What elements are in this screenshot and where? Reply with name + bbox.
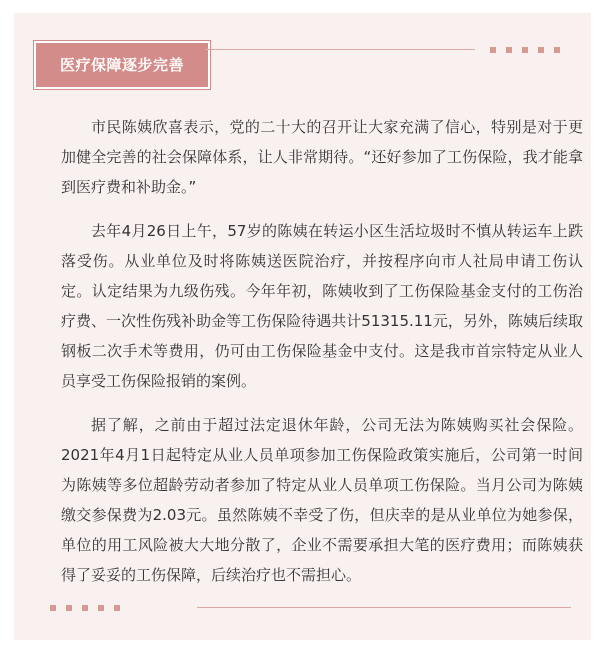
square-dot-icon [490,47,496,53]
paragraph-2: 去年4月26日上午，57岁的陈姨在转运小区生活垃圾时不慎从转运车上跌落受伤。从业单位及时将陈姨送医院治疗，并按程序向市人社局申请工伤认定。认定结果为九级伤残。今年年初，陈姨收到了工伤保险基金支付的工伤治疗费、一次性伤残补助金等工伤保险待遇共计51315.11元，另外，陈姨后续取钢板二次手术等费用，仍可由工伤保险基金中支付。这是我市首宗特定从业人员享受工伤保险报销的案例。 [61,222,583,390]
article-card [14,13,591,640]
square-dot-icon [98,605,104,611]
square-dot-icon [50,605,56,611]
paragraph-1: 市民陈姨欣喜表示，党的二十大的召开让大家充满了信心，特别是对于更加健全完善的社会保障体系，让人非常期待。“还好参加了工伤保险，我才能拿到医疗费和补助金。” [61,118,583,196]
title-divider-line [205,49,475,50]
square-dot-icon [114,605,120,611]
bottom-divider-line [197,607,571,608]
square-dot-icon [82,605,88,611]
article-body [61,112,583,604]
square-dot-icon [538,47,544,53]
decorative-dots-top [490,47,560,53]
paragraph-3: 据了解，之前由于超过法定退休年龄，公司无法为陈姨购买社会保险。2021年4月1日起特定从业人员单项参加工伤保险政策实施后，公司第一时间为陈姨等多位超龄劳动者参加了特定从业人员单项工伤保险。当月公司为陈姨缴交参保费为2.03元。虽然陈姨不幸受了伤，但庆幸的是从业单位为她参保，单位的用工风险被大大地分散了，企业不需要承担大笔的医疗费用；而陈姨获得了妥妥的工伤保障，后续治疗也不需担心。 [61,416,583,584]
square-dot-icon [554,47,560,53]
square-dot-icon [66,605,72,611]
square-dot-icon [522,47,528,53]
decorative-dots-bottom [50,605,120,611]
section-title: 医疗保障逐步完善 [34,41,210,89]
square-dot-icon [506,47,512,53]
